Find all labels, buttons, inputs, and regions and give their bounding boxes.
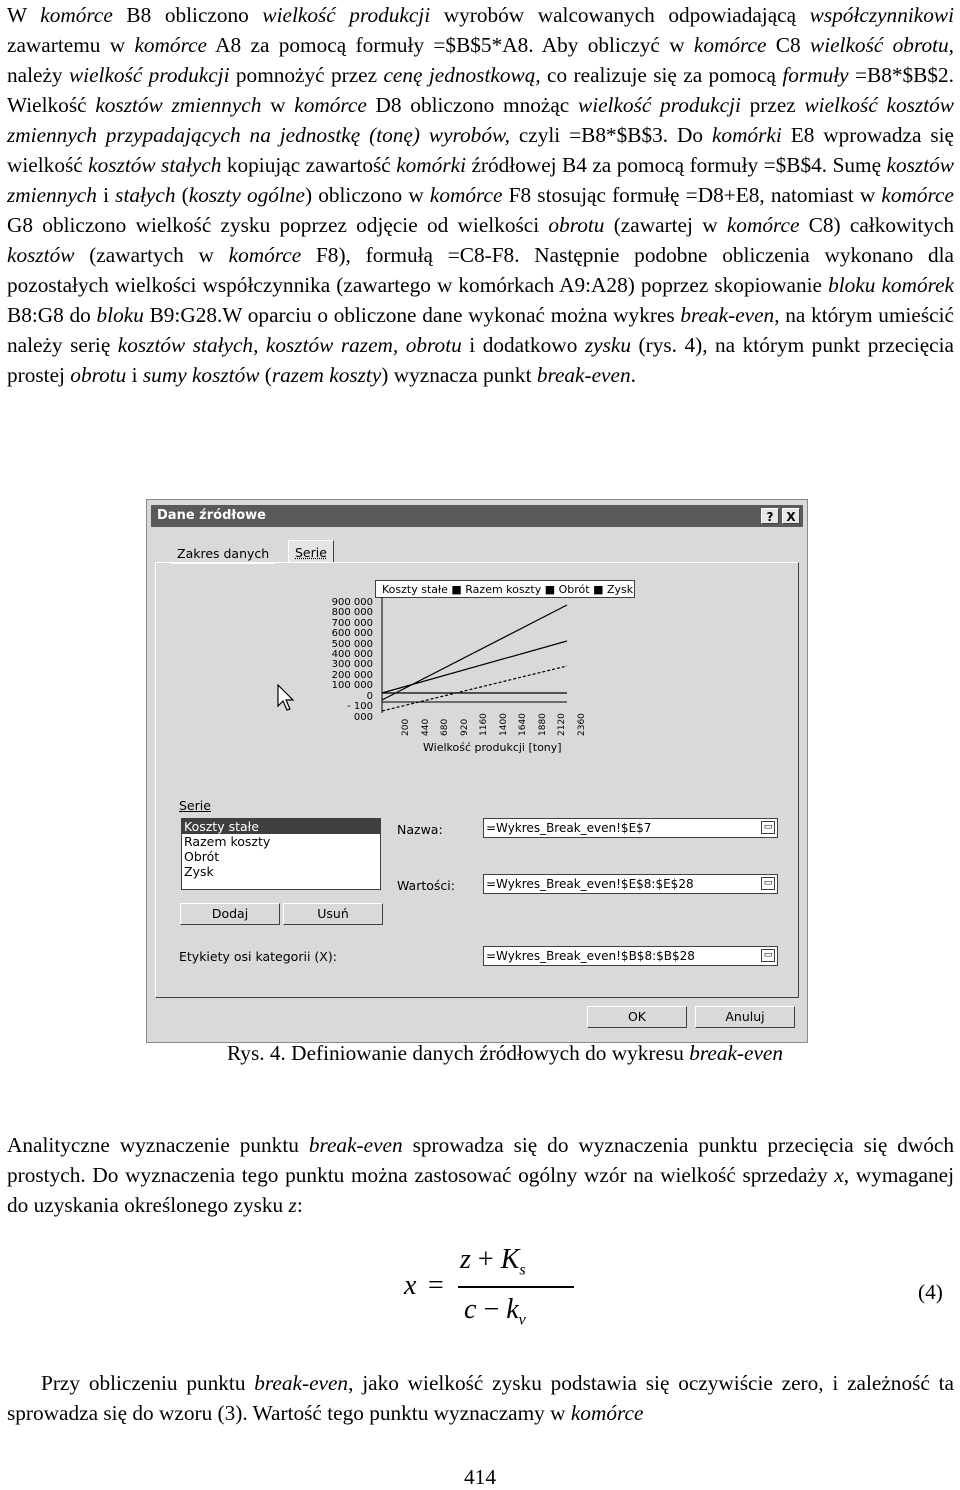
x-tick-label: 2360 — [576, 713, 587, 736]
chart-preview — [342, 593, 582, 723]
y-tick-label: 900 000 — [331, 597, 373, 608]
x-tick-label: 440 — [420, 718, 431, 736]
add-series-button[interactable]: Dodaj — [180, 903, 280, 925]
y-tick-label: - 100 000 — [347, 701, 373, 723]
dialog-titlebar — [151, 505, 803, 527]
x-tick-label: 920 — [459, 718, 470, 736]
formula-4 — [400, 1240, 600, 1340]
paragraph-text: Analityczne wyznaczenie punktu break-even sprowadza się do wyznaczenia punktu przecięcia się dwóch prostych. Do wyznaczenia tego punktu można zastosować ogólny wzór na wielkość sprzedaży x, wymaganej do uzyskania określonego zysku z: — [7, 1133, 955, 1217]
series-listbox[interactable] — [181, 818, 381, 890]
figure-caption: Rys. 4. Definiowanie danych źródłowych do wykresu break-even — [226, 1041, 784, 1065]
y-tick-label: 100 000 — [331, 680, 373, 692]
series-group-label: Serie — [179, 798, 211, 813]
x-tick-label: 200 — [401, 718, 411, 736]
series-item-revenue[interactable]: Obrót — [184, 849, 220, 864]
y-tick-label: 600 000 — [331, 628, 373, 640]
formula-numerator: $z + K_s$ — [460, 1244, 526, 1279]
paragraph-break-even-formulas — [7, 0, 954, 390]
source-data-dialog — [146, 499, 808, 1043]
formula-lhs: x — [404, 1270, 417, 1301]
collapse-dialog-icon[interactable]: ▭ — [761, 949, 775, 962]
series-item-profit[interactable]: Zysk — [184, 864, 214, 879]
y-tick-label: 200 000 — [331, 669, 373, 681]
series-item-total-costs[interactable]: Razem koszty — [184, 834, 271, 849]
x-axis-label: Wielkość produkcji [tony] — [423, 741, 562, 754]
help-button[interactable]: ? — [761, 508, 779, 524]
chart-legend-preview: Koszty stałe ■ Razem koszty ■ Obrót ■ Zysk — [375, 580, 635, 598]
series-line-profit — [382, 666, 567, 711]
equation-number: (4) — [918, 1280, 943, 1304]
mouse-cursor-icon — [277, 684, 297, 712]
cancel-button[interactable]: Anuluj — [695, 1006, 795, 1028]
paragraph-text: W komórce B8 obliczono wielkość produkcji wyrobów walcowanych odpowiadającą współczynnikowi zawartemu w komórce A8 za pomocą formuły =$B$5*A8. Aby obliczyć w komórce C8 wielkość obrotu, należy wielkość produkcji pomnożyć przez cenę jednostkową, co realizuje się za pomocą formuły =B8*$B$2. Wielkość kosztów zmiennych w komórce D8 obliczono mnożąc wielkość produkcji przez wielkość kosztów zmiennych przypadających na jednostkę (tonę) wyrobów, czyli =B8*$B$3. Do komórki E8 wprowadza się wielkość kosztów stałych kopiując zawartość komórki źródłowej B4 za pomocą formuły =$B$4. Sumę kosztów zmiennych i stałych (koszty ogólne) obliczono w komórce F8 stosując formułę =D8+E8, natomiast w komórce G8 obliczono wielkość zysku poprzez odjęcie od wielkości obrotu (zawartej w komórce C8) całkowitych kosztów (zawartych w komórce F8), formułą =C8-F8. Następnie podobne obliczenia wykonano dla pozostałych wielkości współczynnika (zawartego w komórkach A9:A28) poprzez skopiowanie bloku komórek B8:G8 do bloku B9:G28.W oparciu o obliczone dane wykonać można wykres break-even, na którym umieścić należy serię kosztów stałych, kosztów razem, obrotu i dodatkowo zysku (rys. 4), na którym punkt przecięcia prostej obrotu i sumy kosztów (razem koszty) wyznacza punkt break-even. — [7, 3, 954, 387]
dialog-title: Dane źródłowe — [157, 508, 266, 523]
remove-series-button[interactable]: Usuń — [283, 903, 383, 925]
x-tick-label: 1400 — [498, 713, 509, 736]
name-field[interactable] — [483, 818, 778, 838]
formula-denominator: $c - k_v$ — [464, 1294, 526, 1329]
y-tick-label: 0 — [366, 690, 373, 702]
paragraph-analytic — [7, 1130, 954, 1220]
x-tick-label: 1160 — [479, 713, 489, 736]
collapse-dialog-icon[interactable]: ▭ — [761, 821, 775, 834]
name-field-value: =Wykres_Break_even!$E$7 — [486, 821, 652, 835]
x-tick-label: 1880 — [537, 713, 548, 736]
values-field-value: =Wykres_Break_even!$E$8:$E$28 — [486, 877, 694, 891]
values-field[interactable] — [483, 874, 778, 894]
x-tick-label: 2120 — [557, 713, 567, 736]
paragraph-text: Przy obliczeniu punktu break-even, jako wielkość zysku podstawia się oczywiście zero, i zależność ta sprowadza się do wzoru (3). Wartość tego punktu wyznaczamy w komórce — [7, 1371, 955, 1425]
ok-button[interactable]: OK — [587, 1006, 687, 1028]
page-number: 414 — [464, 1465, 496, 1489]
y-tick-label: 700 000 — [331, 617, 373, 629]
y-tick-label: 800 000 — [331, 607, 373, 619]
values-label: Wartości: — [397, 878, 455, 893]
collapse-dialog-icon[interactable]: ▭ — [761, 877, 775, 890]
series-line-revenue — [382, 605, 567, 700]
close-button[interactable]: X — [782, 508, 800, 524]
x-tick-label: 680 — [440, 718, 450, 736]
name-label: Nazwa: — [397, 822, 443, 837]
categories-field[interactable] — [483, 946, 778, 966]
formula-equals: = — [428, 1270, 444, 1301]
fraction-bar — [458, 1286, 574, 1288]
categories-field-value: =Wykres_Break_even!$B$8:$B$28 — [486, 949, 695, 963]
y-tick-label: 500 000 — [331, 638, 373, 650]
y-tick-label: 400 000 — [331, 649, 373, 660]
tab-series[interactable]: Serie — [288, 540, 334, 562]
paragraph-computation — [7, 1368, 954, 1428]
x-tick-label: 1640 — [518, 713, 528, 736]
y-tick-label: 300 000 — [331, 659, 373, 671]
series-item-fixed-costs[interactable]: Koszty stałe — [182, 819, 380, 834]
categories-label: Etykiety osi kategorii (X): — [179, 949, 337, 964]
tab-data-range[interactable]: Zakres danych — [171, 542, 275, 564]
